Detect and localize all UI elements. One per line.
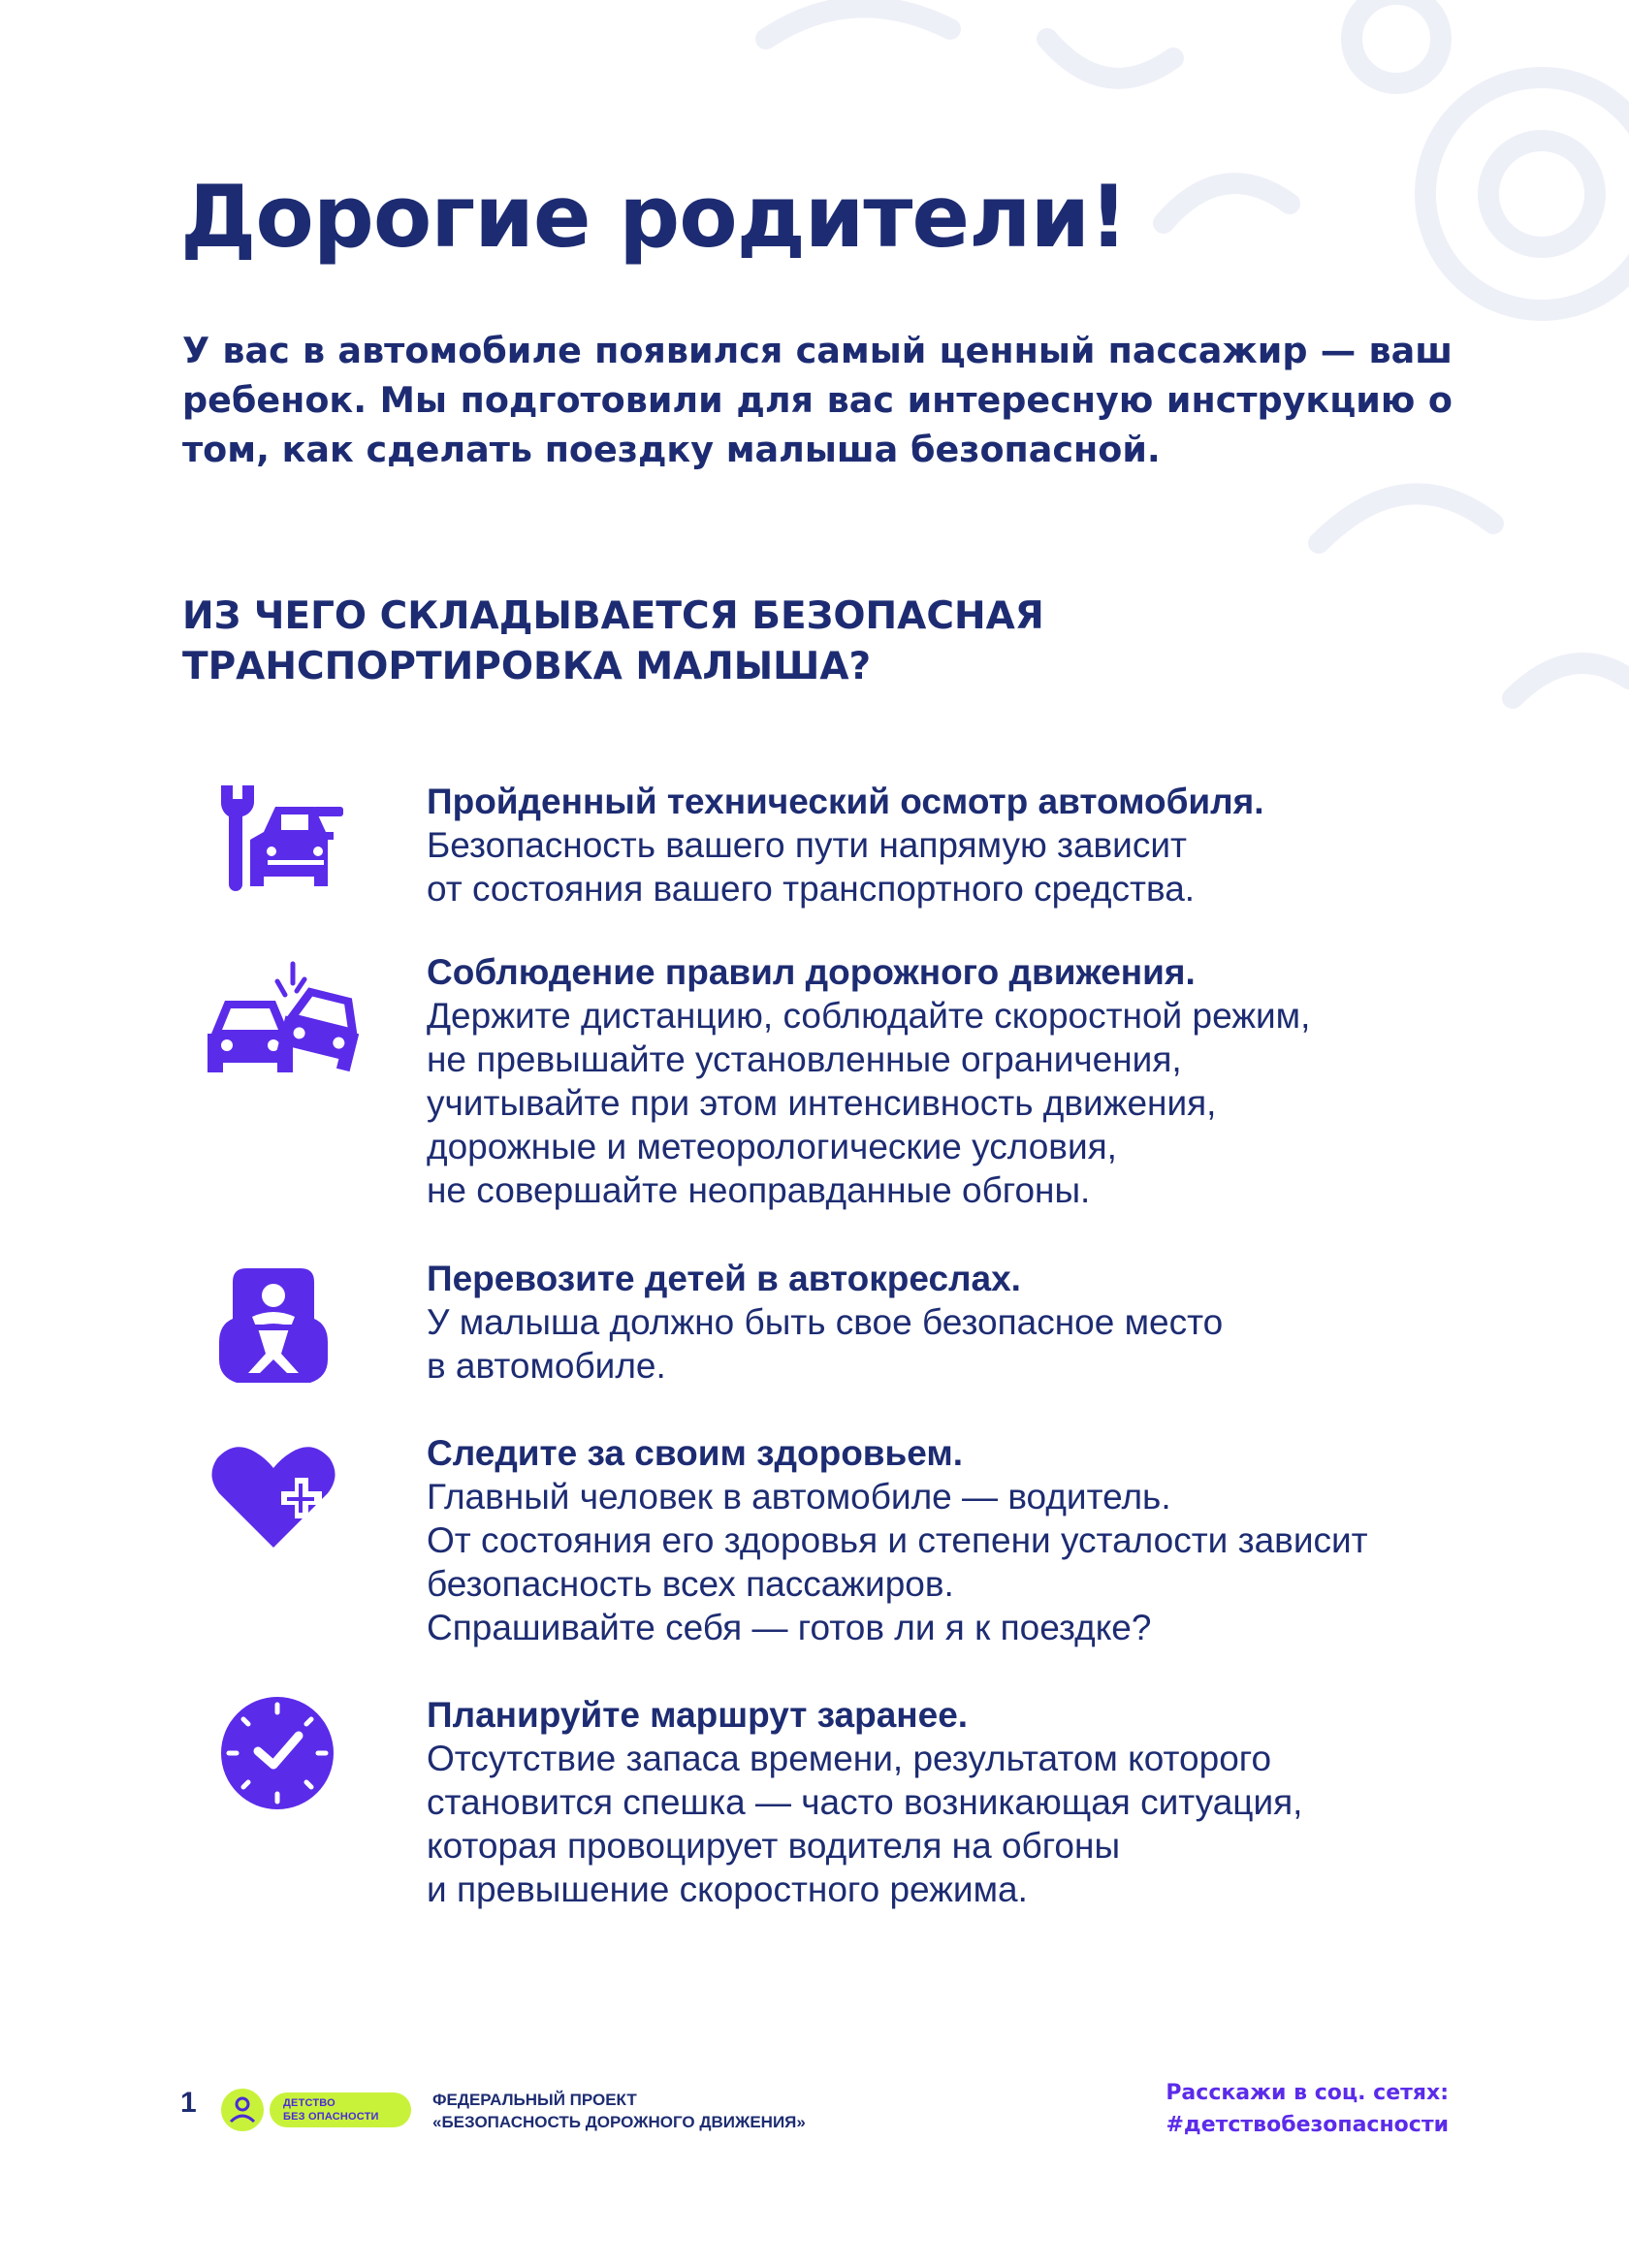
project-caption-line-1: ФЕДЕРАЛЬНЫЙ ПРОЕКТ — [432, 2091, 637, 2109]
logo-text-line-2: БЕЗ ОПАСНОСТИ — [283, 2111, 379, 2123]
section-heading — [182, 591, 1152, 692]
project-logo — [221, 2089, 411, 2131]
logo-emblem-icon — [221, 2089, 264, 2131]
logo-text-line-1: ДЕТСТВО — [283, 2097, 335, 2109]
page-title: Дорогие родители! — [180, 167, 1128, 267]
intro-paragraph: У вас в автомобиле появился самый ценный пассажир — ваш ребенок. Мы подготовили для вас интересную инструкцию о том, как сделать поездку малыша безопасной. — [182, 330, 1453, 470]
project-caption-line-2: «БЕЗОПАСНОСТЬ ДОРОЖНОГО ДВИЖЕНИЯ» — [432, 2113, 806, 2131]
page-number: 1 — [180, 2087, 197, 2119]
child-car-seat-icon — [204, 1264, 359, 1390]
tip-body: Главный человек в автомобиле — водитель. От состояния его здоровья и степени усталости зависит безопасность всех пассажиров. Спрашивайте себя — готов ли я к поездке? — [427, 1477, 1368, 1647]
logo-wordmark — [270, 2092, 411, 2127]
tip-title: Следите за своим здоровьем. — [427, 1433, 964, 1473]
social-hashtag: #детствобезопасности — [1166, 2113, 1449, 2137]
social-call-to-action — [1166, 2077, 1449, 2141]
tip-body: Держите дистанцию, соблюдайте скоростной режим, не превышайте установленные ограничения, учитывайте при этом интенсивность движения, дорожные и метеорологические условия, не совершайте неоправданные обгоны. — [427, 996, 1311, 1210]
car-crash-icon — [204, 960, 359, 1086]
tip-text — [427, 950, 1532, 1212]
clock-check-icon — [204, 1693, 359, 1819]
section-heading-line-2: ТРАНСПОРТИРОВКА МАЛЫША? — [182, 645, 872, 688]
tip-body: У малыша должно быть свое безопасное место в автомобиле. — [427, 1302, 1224, 1386]
tip-body: Безопасность вашего пути напрямую зависит от состояния вашего транспортного средства. — [427, 825, 1196, 909]
tip-title: Соблюдение правил дорожного движения. — [427, 952, 1196, 992]
tip-text — [427, 1693, 1532, 1911]
car-repair-icon — [204, 776, 359, 902]
tip-text — [427, 780, 1532, 910]
section-heading-line-1: ИЗ ЧЕГО СКЛАДЫВАЕТСЯ БЕЗОПАСНАЯ — [182, 594, 1044, 638]
tip-title: Перевозите детей в автокреслах. — [427, 1259, 1021, 1298]
tip-title: Планируйте маршрут заранее. — [427, 1695, 969, 1735]
heart-plus-icon — [204, 1439, 359, 1565]
social-prompt: Расскажи в соц. сетях: — [1166, 2081, 1449, 2105]
tip-text — [427, 1257, 1532, 1388]
tip-title: Пройденный технический осмотр автомобиля. — [427, 782, 1264, 821]
tip-text — [427, 1431, 1532, 1649]
project-caption — [432, 2089, 806, 2133]
tip-body: Отсутствие запаса времени, результатом которого становится спешка — часто возникающая ситуация, которая провоцирует водителя на обгоны и превышение скоростного режима. — [427, 1739, 1303, 1909]
